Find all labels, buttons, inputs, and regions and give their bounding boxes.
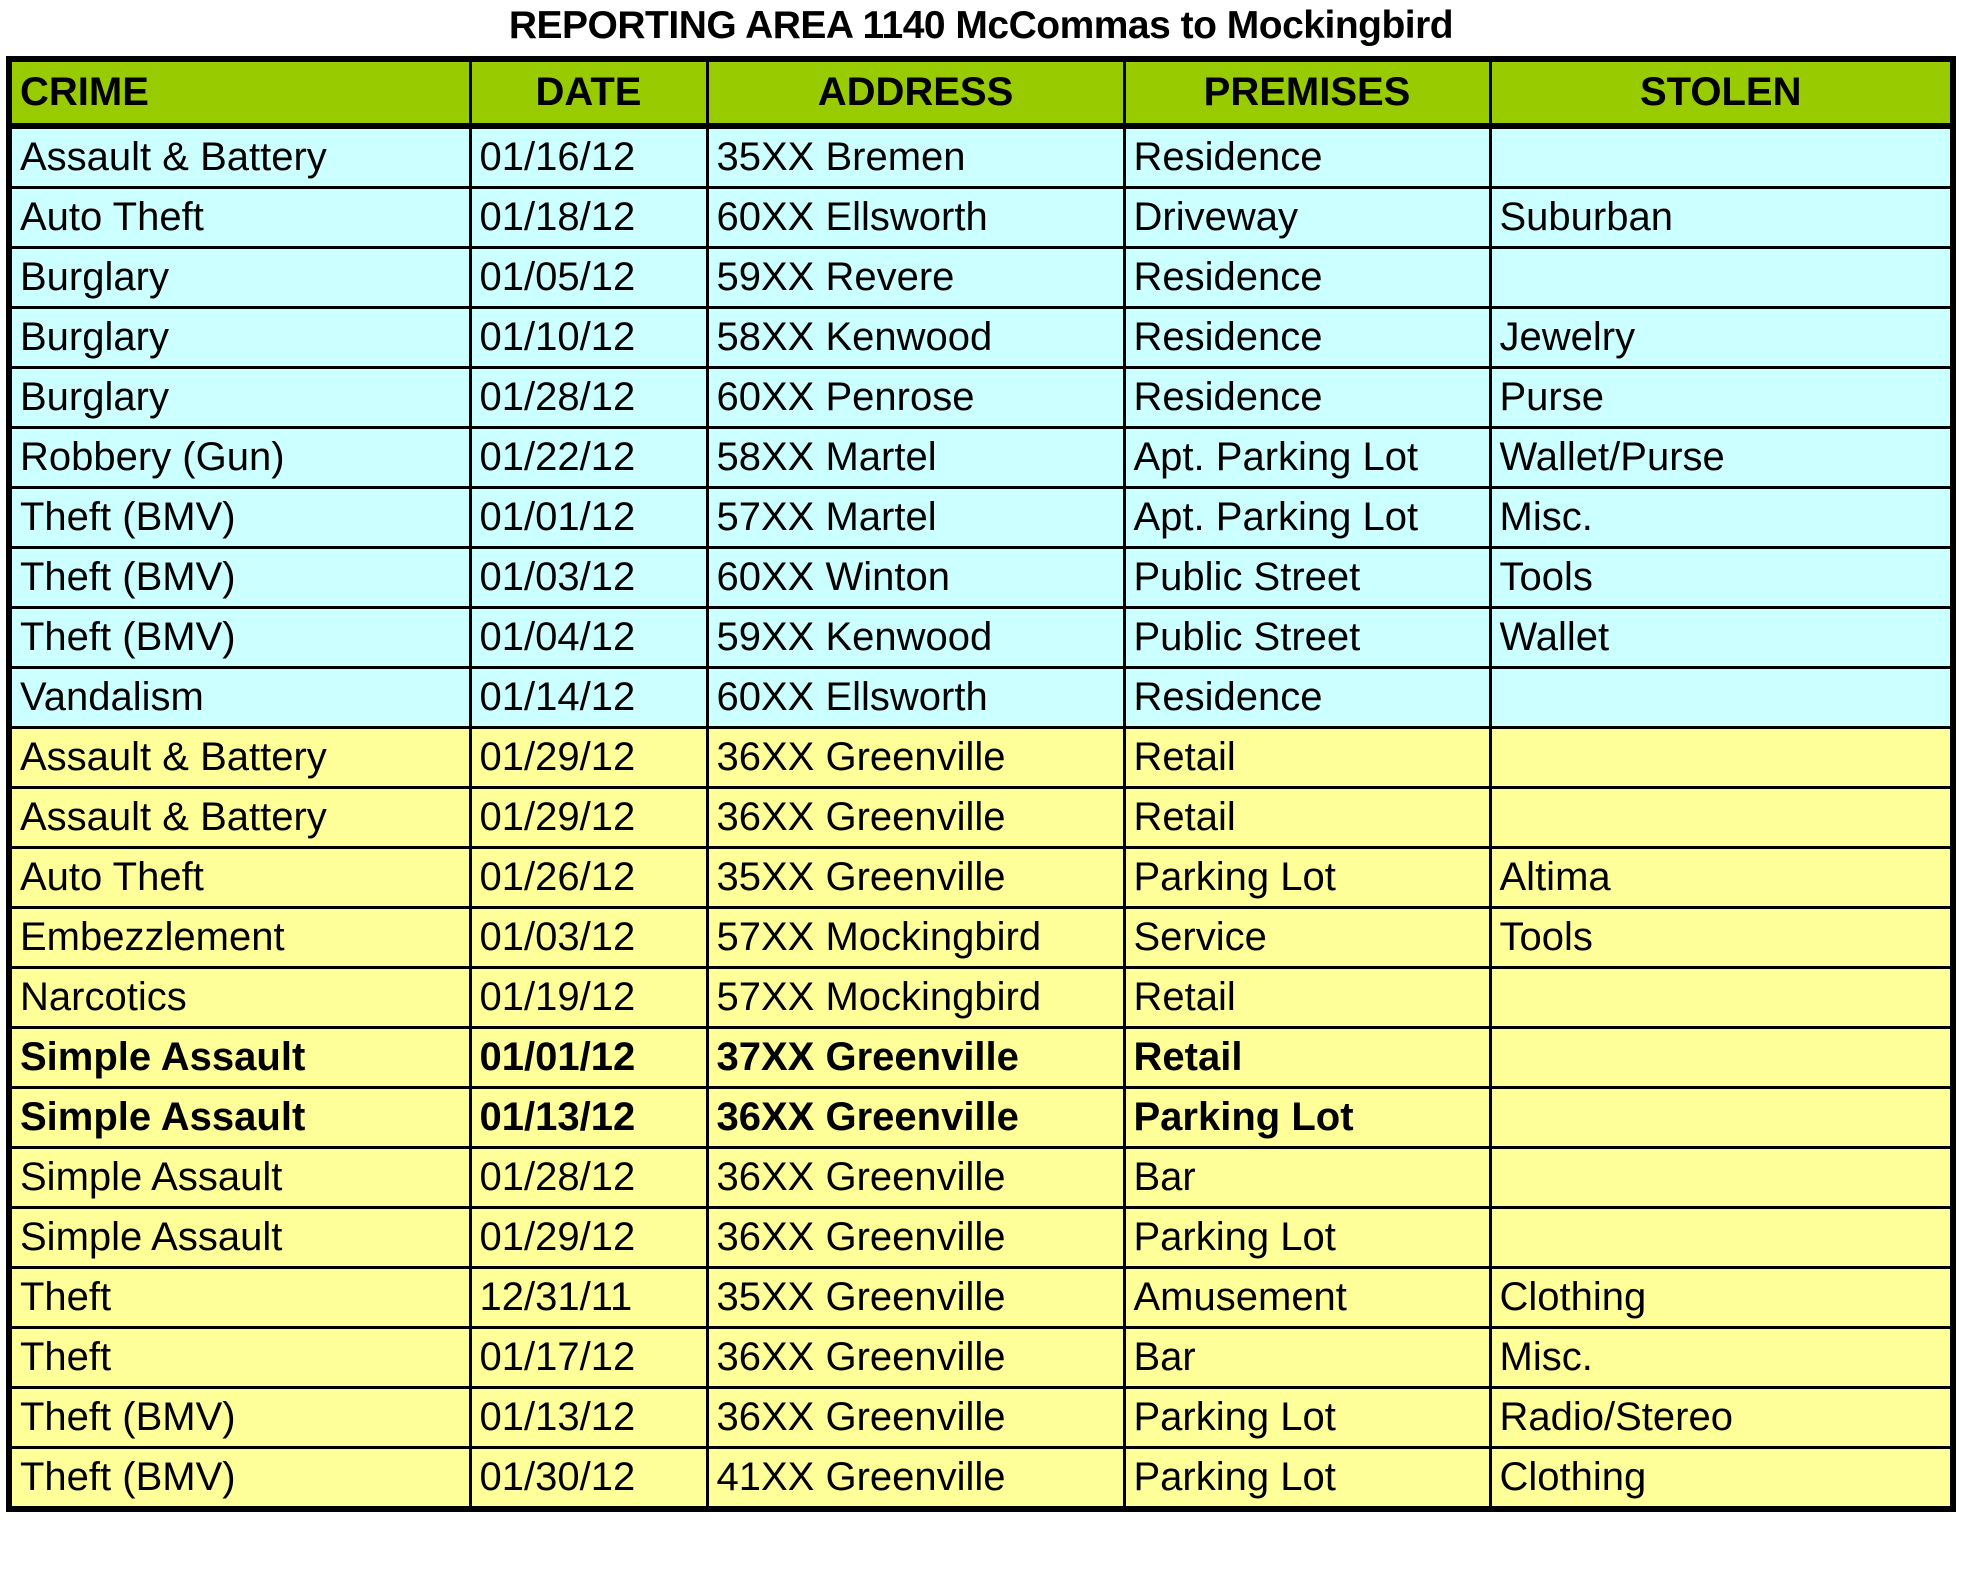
cell-premises: Residence bbox=[1124, 308, 1490, 368]
cell-date: 01/13/12 bbox=[470, 1088, 707, 1148]
table-row bbox=[9, 308, 1953, 368]
table-row bbox=[9, 788, 1953, 848]
table-row bbox=[9, 1268, 1953, 1328]
table-row bbox=[9, 248, 1953, 308]
cell-crime: Auto Theft bbox=[9, 848, 470, 908]
cell-address: 57XX Martel bbox=[707, 488, 1124, 548]
cell-date: 01/19/12 bbox=[470, 968, 707, 1028]
cell-address: 58XX Kenwood bbox=[707, 308, 1124, 368]
column-header-premises: PREMISES bbox=[1124, 59, 1490, 126]
cell-stolen: Altima bbox=[1490, 848, 1953, 908]
cell-premises: Amusement bbox=[1124, 1268, 1490, 1328]
cell-address: 35XX Bremen bbox=[707, 126, 1124, 188]
cell-premises: Parking Lot bbox=[1124, 1388, 1490, 1448]
cell-premises: Retail bbox=[1124, 728, 1490, 788]
cell-address: 60XX Penrose bbox=[707, 368, 1124, 428]
cell-crime: Auto Theft bbox=[9, 188, 470, 248]
table-row bbox=[9, 1328, 1953, 1388]
table-header-row bbox=[9, 59, 1953, 126]
cell-stolen bbox=[1490, 968, 1953, 1028]
cell-premises: Residence bbox=[1124, 248, 1490, 308]
table-row bbox=[9, 728, 1953, 788]
cell-crime: Theft (BMV) bbox=[9, 608, 470, 668]
cell-premises: Service bbox=[1124, 908, 1490, 968]
column-header-address: ADDRESS bbox=[707, 59, 1124, 126]
cell-crime: Theft (BMV) bbox=[9, 548, 470, 608]
cell-address: 36XX Greenville bbox=[707, 1088, 1124, 1148]
table-row bbox=[9, 368, 1953, 428]
cell-stolen: Clothing bbox=[1490, 1268, 1953, 1328]
table-row bbox=[9, 968, 1953, 1028]
cell-date: 01/01/12 bbox=[470, 1028, 707, 1088]
cell-premises: Apt. Parking Lot bbox=[1124, 488, 1490, 548]
cell-premises: Residence bbox=[1124, 126, 1490, 188]
cell-crime: Simple Assault bbox=[9, 1028, 470, 1088]
cell-crime: Embezzlement bbox=[9, 908, 470, 968]
column-header-stolen: STOLEN bbox=[1490, 59, 1953, 126]
cell-date: 01/17/12 bbox=[470, 1328, 707, 1388]
table-row bbox=[9, 608, 1953, 668]
cell-stolen bbox=[1490, 728, 1953, 788]
cell-premises: Residence bbox=[1124, 668, 1490, 728]
cell-date: 01/28/12 bbox=[470, 1148, 707, 1208]
cell-address: 58XX Martel bbox=[707, 428, 1124, 488]
cell-address: 59XX Revere bbox=[707, 248, 1124, 308]
cell-date: 01/29/12 bbox=[470, 728, 707, 788]
table-row bbox=[9, 488, 1953, 548]
cell-premises: Retail bbox=[1124, 788, 1490, 848]
cell-address: 36XX Greenville bbox=[707, 1208, 1124, 1268]
cell-stolen bbox=[1490, 126, 1953, 188]
cell-date: 01/01/12 bbox=[470, 488, 707, 548]
cell-stolen: Misc. bbox=[1490, 1328, 1953, 1388]
table-body bbox=[9, 126, 1953, 1509]
page-title: REPORTING AREA 1140 McCommas to Mockingbird bbox=[508, 4, 1454, 47]
table-row bbox=[9, 1028, 1953, 1088]
cell-date: 01/05/12 bbox=[470, 248, 707, 308]
cell-address: 36XX Greenville bbox=[707, 728, 1124, 788]
cell-premises: Parking Lot bbox=[1124, 1448, 1490, 1510]
cell-address: 36XX Greenville bbox=[707, 1148, 1124, 1208]
cell-crime: Theft bbox=[9, 1268, 470, 1328]
cell-premises: Parking Lot bbox=[1124, 1208, 1490, 1268]
cell-address: 35XX Greenville bbox=[707, 1268, 1124, 1328]
table-row bbox=[9, 848, 1953, 908]
cell-date: 01/30/12 bbox=[470, 1448, 707, 1510]
table-row bbox=[9, 1388, 1953, 1448]
table-row bbox=[9, 668, 1953, 728]
cell-address: 57XX Mockingbird bbox=[707, 968, 1124, 1028]
cell-date: 01/29/12 bbox=[470, 1208, 707, 1268]
cell-address: 60XX Ellsworth bbox=[707, 188, 1124, 248]
cell-address: 37XX Greenville bbox=[707, 1028, 1124, 1088]
cell-date: 01/18/12 bbox=[470, 188, 707, 248]
cell-stolen: Wallet bbox=[1490, 608, 1953, 668]
cell-premises: Apt. Parking Lot bbox=[1124, 428, 1490, 488]
cell-crime: Assault & Battery bbox=[9, 126, 470, 188]
cell-crime: Vandalism bbox=[9, 668, 470, 728]
cell-stolen: Purse bbox=[1490, 368, 1953, 428]
column-header-date: DATE bbox=[470, 59, 707, 126]
cell-address: 59XX Kenwood bbox=[707, 608, 1124, 668]
cell-stolen: Clothing bbox=[1490, 1448, 1953, 1510]
cell-crime: Robbery (Gun) bbox=[9, 428, 470, 488]
cell-crime: Theft (BMV) bbox=[9, 1388, 470, 1448]
cell-stolen bbox=[1490, 1028, 1953, 1088]
cell-date: 01/22/12 bbox=[470, 428, 707, 488]
cell-premises: Public Street bbox=[1124, 548, 1490, 608]
cell-date: 01/13/12 bbox=[470, 1388, 707, 1448]
cell-premises: Driveway bbox=[1124, 188, 1490, 248]
cell-date: 12/31/11 bbox=[470, 1268, 707, 1328]
cell-address: 57XX Mockingbird bbox=[707, 908, 1124, 968]
cell-premises: Parking Lot bbox=[1124, 848, 1490, 908]
cell-address: 60XX Ellsworth bbox=[707, 668, 1124, 728]
cell-premises: Bar bbox=[1124, 1328, 1490, 1388]
cell-address: 36XX Greenville bbox=[707, 788, 1124, 848]
cell-crime: Simple Assault bbox=[9, 1208, 470, 1268]
crime-report-table bbox=[6, 56, 1956, 1512]
cell-crime: Theft (BMV) bbox=[9, 1448, 470, 1510]
cell-date: 01/14/12 bbox=[470, 668, 707, 728]
cell-date: 01/04/12 bbox=[470, 608, 707, 668]
cell-address: 35XX Greenville bbox=[707, 848, 1124, 908]
cell-stolen: Suburban bbox=[1490, 188, 1953, 248]
cell-stolen: Radio/Stereo bbox=[1490, 1388, 1953, 1448]
table-row bbox=[9, 188, 1953, 248]
cell-stolen bbox=[1490, 1148, 1953, 1208]
cell-address: 41XX Greenville bbox=[707, 1448, 1124, 1510]
cell-date: 01/26/12 bbox=[470, 848, 707, 908]
cell-address: 60XX Winton bbox=[707, 548, 1124, 608]
cell-stolen: Misc. bbox=[1490, 488, 1953, 548]
table-row bbox=[9, 1208, 1953, 1268]
table-row bbox=[9, 428, 1953, 488]
cell-crime: Assault & Battery bbox=[9, 788, 470, 848]
cell-stolen bbox=[1490, 668, 1953, 728]
table-row bbox=[9, 126, 1953, 188]
cell-premises: Parking Lot bbox=[1124, 1088, 1490, 1148]
cell-stolen: Tools bbox=[1490, 548, 1953, 608]
cell-premises: Public Street bbox=[1124, 608, 1490, 668]
cell-premises: Retail bbox=[1124, 968, 1490, 1028]
cell-address: 36XX Greenville bbox=[707, 1388, 1124, 1448]
cell-premises: Bar bbox=[1124, 1148, 1490, 1208]
cell-address: 36XX Greenville bbox=[707, 1328, 1124, 1388]
cell-crime: Assault & Battery bbox=[9, 728, 470, 788]
cell-crime: Burglary bbox=[9, 248, 470, 308]
table-row bbox=[9, 1148, 1953, 1208]
cell-date: 01/03/12 bbox=[470, 908, 707, 968]
table-row bbox=[9, 1448, 1953, 1510]
cell-crime: Burglary bbox=[9, 368, 470, 428]
cell-stolen bbox=[1490, 1208, 1953, 1268]
cell-stolen: Tools bbox=[1490, 908, 1953, 968]
table-row bbox=[9, 548, 1953, 608]
cell-crime: Narcotics bbox=[9, 968, 470, 1028]
cell-stolen bbox=[1490, 1088, 1953, 1148]
cell-date: 01/29/12 bbox=[470, 788, 707, 848]
cell-crime: Theft bbox=[9, 1328, 470, 1388]
cell-crime: Simple Assault bbox=[9, 1088, 470, 1148]
cell-stolen: Wallet/Purse bbox=[1490, 428, 1953, 488]
table-row bbox=[9, 1088, 1953, 1148]
cell-premises: Retail bbox=[1124, 1028, 1490, 1088]
cell-crime: Theft (BMV) bbox=[9, 488, 470, 548]
cell-crime: Simple Assault bbox=[9, 1148, 470, 1208]
cell-premises: Residence bbox=[1124, 368, 1490, 428]
cell-date: 01/28/12 bbox=[470, 368, 707, 428]
cell-stolen: Jewelry bbox=[1490, 308, 1953, 368]
cell-stolen bbox=[1490, 788, 1953, 848]
cell-crime: Burglary bbox=[9, 308, 470, 368]
cell-date: 01/10/12 bbox=[470, 308, 707, 368]
cell-date: 01/16/12 bbox=[470, 126, 707, 188]
cell-stolen bbox=[1490, 248, 1953, 308]
table-row bbox=[9, 908, 1953, 968]
cell-date: 01/03/12 bbox=[470, 548, 707, 608]
column-header-crime: CRIME bbox=[9, 59, 470, 126]
